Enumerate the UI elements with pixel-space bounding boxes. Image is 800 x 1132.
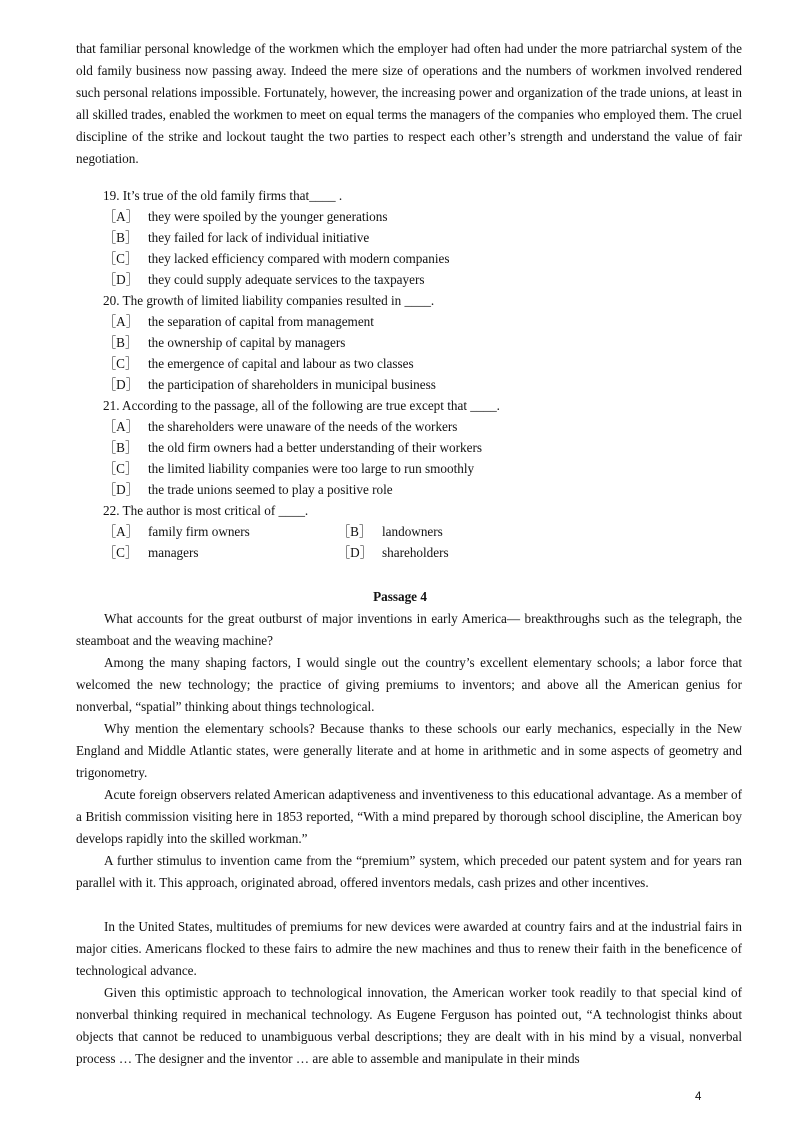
intro-paragraph: that familiar personal knowledge of the workmen which the employer had often had under the more patriarchal system of the old family business now passing away. Indeed the mere size of operations and the numbers of workmen involved rendered such personal relations impossible. Fortunately, however, the increasing power and organization of the trade unions, at least in all skilled trades, enabled the workmen to meet on equal terms the managers of the companies who employed them. The cruel discipline of the strike and lockout taught the two parties to respect each other’s strength and understand the value of fair negotiation.	[76, 41, 742, 166]
passage-paragraph-2: Among the many shaping factors, I would single out the country’s excellent elementary schools; a labor force that welcomed the new technology; the practice of giving premiums to inventors; and above all the American genius for nonverbal, “spatial” thinking about things technological.	[76, 655, 742, 714]
passage-paragraph-6: In the United States, multitudes of premiums for new devices were awarded at country fairs and at the industrial fairs in major cities. Americans flocked to these fairs to admire the new machines and thus to renew their faith in the beneficence of technological advance.	[76, 919, 742, 978]
question-19-stem: 19. It’s true of the old family firms that____ .	[103, 188, 343, 203]
question-19-option-c[interactable]: ［C］ they lacked efficiency compared with modern companies	[103, 251, 450, 266]
passage-title: Passage 4	[373, 589, 427, 604]
question-19-option-d[interactable]: ［D］ they could supply adequate services to the taxpayers	[103, 272, 425, 287]
question-22-stem: 22. The author is most critical of ____.	[103, 503, 309, 518]
question-21-stem: 21. According to the passage, all of the following are true except that ____.	[103, 398, 500, 413]
question-20-option-d[interactable]: ［D］ the participation of shareholders in municipal business	[103, 377, 436, 392]
question-20-stem: 20. The growth of limited liability companies resulted in ____.	[103, 293, 435, 308]
question-21-option-d[interactable]: ［D］ the trade unions seemed to play a positive role	[103, 482, 393, 497]
passage-paragraph-1: What accounts for the great outburst of major inventions in early America— breakthroughs such as the telegraph, the steamboat and the weaving machine?	[76, 611, 742, 648]
question-20-option-a[interactable]: ［A］ the separation of capital from management	[103, 314, 374, 329]
question-21-option-a[interactable]: ［A］ the shareholders were unaware of the needs of the workers	[103, 419, 458, 434]
question-22-option-b[interactable]: ［B］ landowners	[337, 524, 443, 539]
question-20-option-c[interactable]: ［C］ the emergence of capital and labour as two classes	[103, 356, 414, 371]
question-22-option-a[interactable]: ［A］ family firm owners	[103, 524, 250, 539]
question-21-option-b[interactable]: ［B］ the old firm owners had a better understanding of their workers	[103, 440, 482, 455]
question-20-option-b[interactable]: ［B］ the ownership of capital by managers	[103, 335, 346, 350]
question-19-option-a[interactable]: ［A］ they were spoiled by the younger generations	[103, 209, 388, 224]
passage-paragraph-5: A further stimulus to invention came from the “premium” system, which preceded our patent system and for years ran parallel with it. This approach, originated abroad, offered inventors medals, cash prizes and other incentives.	[76, 853, 742, 890]
question-19-option-b[interactable]: ［B］ they failed for lack of individual initiative	[103, 230, 370, 245]
question-22-option-d[interactable]: ［D］ shareholders	[337, 545, 449, 560]
passage-paragraph-4: Acute foreign observers related American adaptiveness and inventiveness to this educational advantage. As a member of a British commission visiting here in 1853 reported, “With a mind prepared by thorough school discipline, the American boy develops rapidly into the skilled workman.”	[76, 787, 742, 846]
passage-paragraph-7: Given this optimistic approach to technological innovation, the American worker took readily to that special kind of nonverbal thinking required in mechanical technology. As Eugene Ferguson has pointed out, “A technologist thinks about objects that cannot be reduced to unambiguous verbal descriptions; they are dealt with in his mind by a visual, nonverbal process … The designer and the inventor … are able to assemble and manipulate in their minds	[76, 985, 742, 1066]
page-number: 4	[695, 1091, 702, 1103]
passage-paragraph-3: Why mention the elementary schools? Because thanks to these schools our early mechanics, especially in the New England and Middle Atlantic states, were generally literate and at home in arithmetic and in some aspects of geometry and trigonometry.	[76, 721, 742, 780]
question-22-option-c[interactable]: ［C］ managers	[103, 545, 199, 560]
question-21-option-c[interactable]: ［C］ the limited liability companies were too large to run smoothly	[103, 461, 475, 476]
